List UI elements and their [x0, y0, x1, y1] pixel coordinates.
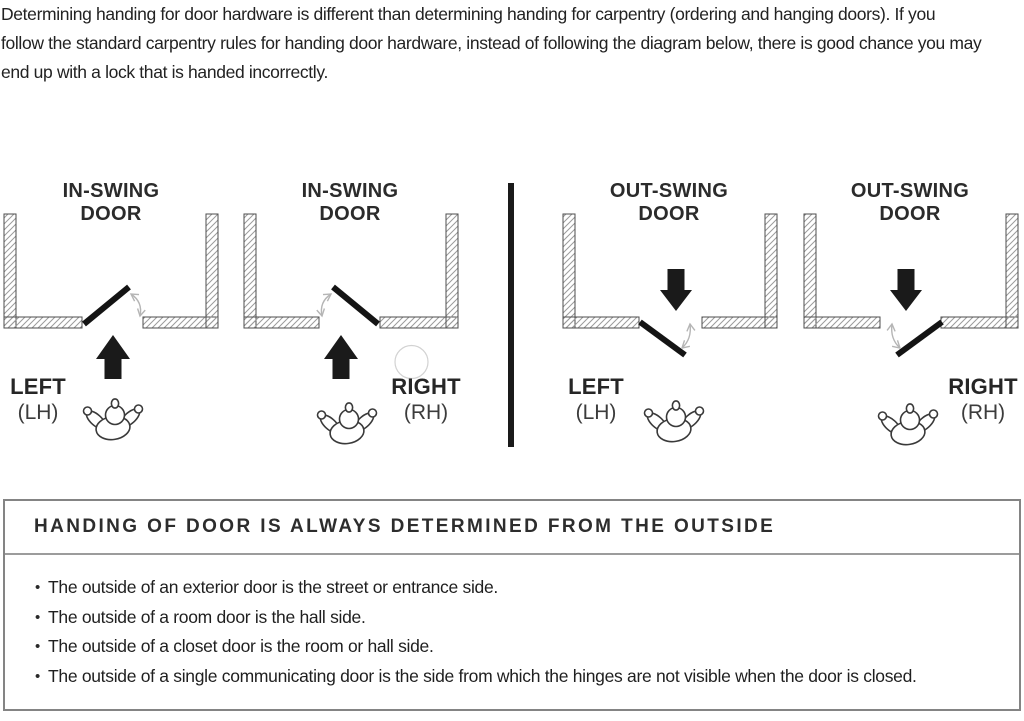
door-leaf-in-swing-left	[84, 287, 129, 324]
title-line: IN-SWING	[62, 180, 160, 202]
person-top-view-icon	[644, 401, 703, 444]
hand-abbr: (RH)	[403, 401, 449, 424]
hand-label-left-lh	[0, 374, 80, 425]
title-line: OUT-SWING	[609, 180, 729, 202]
title-line: IN-SWING	[301, 180, 399, 202]
swing-arc-icon	[887, 324, 900, 348]
hand-abbr: (RH)	[960, 401, 1006, 424]
swing-arc-icon	[131, 294, 145, 316]
rule-bullet: • The outside of a single communicating door is the side from which the hinges are not visible when the door is closed.	[35, 662, 1001, 692]
hand-name: RIGHT	[391, 374, 461, 399]
rule-bullet: • The outside of a room door is the hall side.	[35, 603, 1001, 633]
rule-bullet: • The outside of a closet door is the room or hall side.	[35, 632, 1001, 662]
rule-bullet: • The outside of an exterior door is the street or entrance side.	[35, 573, 1001, 603]
door-leaf-out-swing-right	[897, 322, 942, 355]
room-walls-in-swing-right	[244, 214, 458, 328]
hand-abbr: (LH)	[575, 401, 617, 424]
title-line: DOOR	[638, 203, 700, 225]
hand-abbr: (LH)	[17, 401, 59, 424]
hand-label-left-lh	[554, 374, 638, 425]
person-top-view-icon	[878, 404, 937, 447]
hand-name: RIGHT	[948, 374, 1018, 399]
rule-box-bullet-list	[5, 555, 1019, 691]
person-top-view-icon	[317, 403, 376, 446]
door-leaf-out-swing-left	[640, 322, 685, 355]
intro-line-3: end up with a lock that is handed incorrectly.	[1, 62, 328, 82]
swing-arc-icon	[682, 324, 695, 348]
hand-label-right-rh	[384, 374, 468, 425]
down-arrow-icon	[660, 269, 692, 311]
hand-label-right-rh	[941, 374, 1024, 425]
intro-paragraph	[1, 0, 1024, 87]
hand-name: LEFT	[10, 374, 66, 399]
section-divider	[508, 183, 514, 447]
intro-line-2: follow the standard carpentry rules for handing door hardware, instead of following the diagram below, there is good chance you may	[1, 33, 982, 53]
hand-name: LEFT	[568, 374, 624, 399]
up-arrow-icon	[324, 335, 358, 379]
title-line: DOOR	[879, 203, 941, 225]
title-line: OUT-SWING	[850, 180, 970, 202]
down-arrow-icon	[890, 269, 922, 311]
rule-box-title: HANDING OF DOOR IS ALWAYS DETERMINED FROM THE OUTSIDE	[34, 516, 776, 537]
title-line: DOOR	[80, 203, 142, 225]
swing-arc-icon	[317, 294, 331, 316]
door-leaf-in-swing-right	[333, 287, 378, 324]
up-arrow-icon	[96, 335, 130, 379]
rule-box-header	[5, 501, 1019, 555]
room-walls-in-swing-left	[4, 214, 218, 328]
handing-rule-box	[3, 499, 1021, 711]
door-plan-drawings	[0, 178, 1024, 470]
intro-line-1: Determining handing for door hardware is different than determining handing for carpentry (ordering and hanging doors). If you	[1, 4, 936, 24]
person-top-view-icon	[83, 399, 142, 442]
title-line: DOOR	[319, 203, 381, 225]
